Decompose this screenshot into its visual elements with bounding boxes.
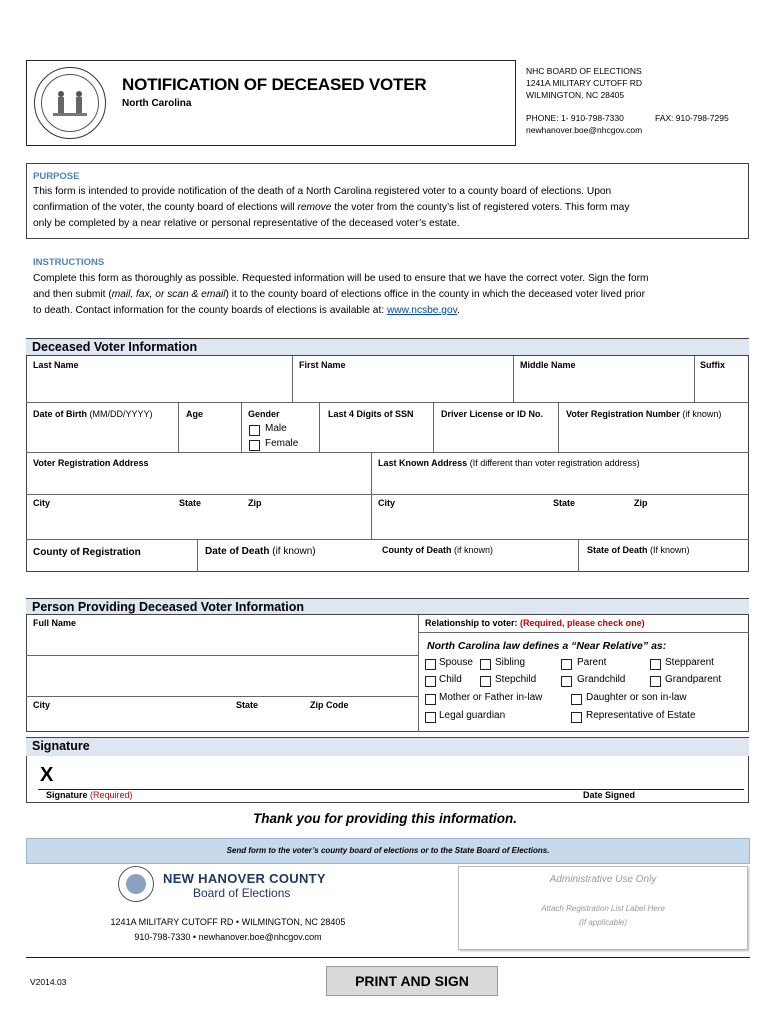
female-label: Female <box>265 438 299 449</box>
last-known-text: Last Known Address <box>378 458 468 468</box>
signature-heading: Signature <box>26 737 749 756</box>
last-known-zip-label: Zip <box>634 498 648 508</box>
representative-label: Representative of Estate <box>586 710 696 721</box>
instructions-line-2a: and then submit ( <box>33 289 112 300</box>
state-death-note: (If known) <box>650 545 690 555</box>
divider <box>241 402 242 452</box>
state-seal-figures-icon <box>51 88 89 120</box>
purpose-line-3: only be completed by a near relative or personal representative of the deceased voter’s estate. <box>33 218 460 229</box>
daughter-son-in-law-label: Daughter or son in-law <box>586 692 687 703</box>
county-death-text: County of Death <box>382 545 452 555</box>
form-version: V2014.03 <box>30 977 67 987</box>
purpose-line-2b: the voter from the county’s list of registered voters. This form may <box>331 202 630 213</box>
relationship-text: Relationship to voter: <box>425 618 518 628</box>
county-death-label <box>382 545 493 555</box>
spouse-label: Spouse <box>439 657 473 668</box>
last-known-label <box>378 458 640 468</box>
checkbox-icon[interactable] <box>249 440 260 451</box>
legal-guardian-checkbox[interactable] <box>425 710 436 728</box>
reg-address-label: Voter Registration Address <box>33 458 149 468</box>
purpose-line-2a: confirmation of the voter, the county board of elections will <box>33 202 298 213</box>
grandchild-checkbox[interactable] <box>561 674 572 692</box>
sibling-label: Sibling <box>495 657 526 668</box>
purpose-line-1: This form is intended to provide notification of the death of a North Carolina registered voter to a county board of elections. Upon <box>33 186 612 197</box>
divider <box>292 356 293 402</box>
parent-checkbox[interactable] <box>561 657 572 675</box>
board-name: Board of Elections <box>193 886 291 900</box>
divider <box>178 402 179 452</box>
grandchild-label: Grandchild <box>577 674 626 685</box>
representative-checkbox[interactable] <box>571 710 582 728</box>
stepchild-label: Stepchild <box>495 674 537 685</box>
date-death-label <box>205 546 316 557</box>
stepparent-checkbox[interactable] <box>650 657 661 675</box>
checkbox-icon[interactable] <box>571 712 582 723</box>
date-death-note: (if known) <box>272 546 316 557</box>
thank-you-note: Thank you for providing this information. <box>253 811 517 826</box>
age-label: Age <box>186 409 204 419</box>
zip-label: Zip <box>248 498 262 508</box>
checkbox-icon[interactable] <box>425 659 436 670</box>
dob-label <box>33 409 153 419</box>
checkbox-icon[interactable] <box>650 659 661 670</box>
daughter-son-in-law-checkbox[interactable] <box>571 692 582 710</box>
checkbox-icon[interactable] <box>480 676 491 687</box>
admin-line-2: (If applicable) <box>578 918 628 927</box>
instructions-line-1: Complete this form as thoroughly as possible. Requested information will be used to ensure that we have the correct voter. Sign the form <box>33 273 649 284</box>
signature-x-mark: X <box>40 764 54 786</box>
person-zip-label: Zip Code <box>310 700 349 710</box>
person-city-label: City <box>33 700 51 710</box>
deceased-section <box>26 338 749 572</box>
grandparent-checkbox[interactable] <box>650 674 661 692</box>
deceased-heading: Deceased Voter Information <box>26 338 749 356</box>
voter-reg-num-text: Voter Registration Number <box>566 409 680 419</box>
dob-format: (MM/DD/YYYY) <box>89 409 153 419</box>
divider <box>418 632 749 633</box>
dob-text: Date of Birth <box>33 409 87 419</box>
divider <box>26 539 749 540</box>
instructions-heading: INSTRUCTIONS <box>33 257 105 268</box>
checkbox-icon[interactable] <box>561 676 572 687</box>
license-label: Driver License or ID No. <box>441 409 544 419</box>
checkbox-icon[interactable] <box>571 694 582 705</box>
county-name: NEW HANOVER COUNTY <box>163 871 326 886</box>
signature-required: (Required) <box>90 790 133 800</box>
person-state-label: State <box>236 700 259 710</box>
near-relative-note: North Carolina law defines a “Near Relative” as: <box>427 640 667 652</box>
form-title: NOTIFICATION OF DECEASED VOTER <box>122 75 427 94</box>
checkbox-icon[interactable] <box>249 425 260 436</box>
divider <box>578 539 579 572</box>
office-email: newhanover.boe@nhcgov.com <box>526 125 643 135</box>
last-known-state-label: State <box>553 498 576 508</box>
spouse-checkbox[interactable] <box>425 657 436 675</box>
footer-address: 1241A MILITARY CUTOFF RD • WILMINGTON, NC 28405 <box>110 917 346 927</box>
last-known-note: (If different than voter registration address) <box>469 458 640 468</box>
voter-reg-num-note: (if known) <box>682 409 722 419</box>
ssn-label: Last 4 Digits of SSN <box>328 409 414 419</box>
stepchild-checkbox[interactable] <box>480 674 491 692</box>
purpose-remove-emphasis: remove <box>297 202 332 213</box>
county-seal-center-icon <box>126 874 146 894</box>
office-fax: FAX: 910-798-7295 <box>655 113 729 123</box>
ncsbe-link[interactable]: www.ncsbe.gov <box>386 305 457 316</box>
female-checkbox[interactable] <box>249 438 260 456</box>
gender-label: Gender <box>248 409 280 419</box>
purpose-heading: PURPOSE <box>33 171 80 182</box>
county-reg-label: County of Registration <box>33 547 141 558</box>
county-death-note: (if known) <box>454 545 494 555</box>
office-phone: PHONE: 1- 910-798-7330 <box>526 113 624 123</box>
checkbox-icon[interactable] <box>425 676 436 687</box>
grandparent-label: Grandparent <box>665 674 722 685</box>
office-city: WILMINGTON, NC 28405 <box>526 90 625 100</box>
office-name: NHC BOARD OF ELECTIONS <box>526 66 642 76</box>
instructions-line-3 <box>33 303 747 319</box>
admin-title: Administrative Use Only <box>549 874 657 885</box>
date-death-text: Date of Death <box>205 546 270 557</box>
last-name-label: Last Name <box>33 360 79 370</box>
form-subtitle: North Carolina <box>122 98 192 109</box>
office-street: 1241A MILITARY CUTOFF RD <box>526 78 643 88</box>
admin-line-1: Attach Registration List Label Here <box>541 904 665 913</box>
send-form-note: Send form to the voter’s county board of elections or to the State Board of Elections. <box>26 838 750 864</box>
person-heading: Person Providing Deceased Voter Information <box>26 598 749 615</box>
state-label: State <box>179 498 202 508</box>
relationship-label <box>425 618 645 628</box>
date-signed-label: Date Signed <box>583 790 636 800</box>
signature-line[interactable] <box>38 789 744 790</box>
divider <box>371 452 372 539</box>
checkbox-icon[interactable] <box>561 659 572 670</box>
divider <box>197 539 198 572</box>
instructions-line-3b: . <box>456 305 460 316</box>
state-death-label <box>587 545 690 555</box>
instructions-line-2b: ) it to the county board of elections office in the county in which the deceased voter lived prior <box>225 289 645 300</box>
footer-divider <box>26 957 750 958</box>
signature-label-text: Signature <box>46 790 88 800</box>
child-checkbox[interactable] <box>425 674 436 692</box>
mother-father-in-law-checkbox[interactable] <box>425 692 436 710</box>
checkbox-icon[interactable] <box>650 676 661 687</box>
state-death-text: State of Death <box>587 545 648 555</box>
divider <box>26 655 418 656</box>
child-label: Child <box>439 674 462 685</box>
divider <box>319 402 320 452</box>
last-known-city-label: City <box>378 498 396 508</box>
sibling-checkbox[interactable] <box>480 657 491 675</box>
divider <box>26 696 418 697</box>
checkbox-icon[interactable] <box>425 694 436 705</box>
checkbox-icon[interactable] <box>425 712 436 723</box>
instructions-line-2 <box>33 287 747 303</box>
middle-name-label: Middle Name <box>520 360 576 370</box>
stepparent-label: Stepparent <box>665 657 714 668</box>
parent-label: Parent <box>577 657 607 668</box>
divider <box>694 356 695 402</box>
divider <box>558 402 559 452</box>
footer-contact: 910-798-7330 • newhanover.boe@nhcgov.com <box>134 932 322 942</box>
checkbox-icon[interactable] <box>480 659 491 670</box>
city-label: City <box>33 498 51 508</box>
divider <box>26 402 749 403</box>
divider <box>433 402 434 452</box>
purpose-text <box>33 184 747 232</box>
office-address <box>526 65 642 101</box>
suffix-label: Suffix <box>700 360 726 370</box>
divider <box>513 356 514 402</box>
legal-guardian-label: Legal guardian <box>439 710 506 721</box>
relationship-required: (Required, please check one) <box>520 618 645 628</box>
instructions-text <box>33 271 747 319</box>
male-label: Male <box>265 423 287 434</box>
purpose-line-2 <box>33 200 747 216</box>
divider <box>26 494 749 495</box>
print-and-sign-button[interactable]: PRINT AND SIGN <box>326 966 498 996</box>
mother-father-in-law-label: Mother or Father in-law <box>439 692 543 703</box>
full-name-label: Full Name <box>33 618 77 628</box>
instructions-methods: mail, fax, or scan & email <box>111 289 226 300</box>
voter-reg-num-label <box>566 409 721 419</box>
divider <box>26 452 749 453</box>
first-name-label: First Name <box>299 360 346 370</box>
instructions-line-3a: to death. Contact information for the county boards of elections is available at: <box>33 305 387 316</box>
signature-label <box>46 790 133 800</box>
